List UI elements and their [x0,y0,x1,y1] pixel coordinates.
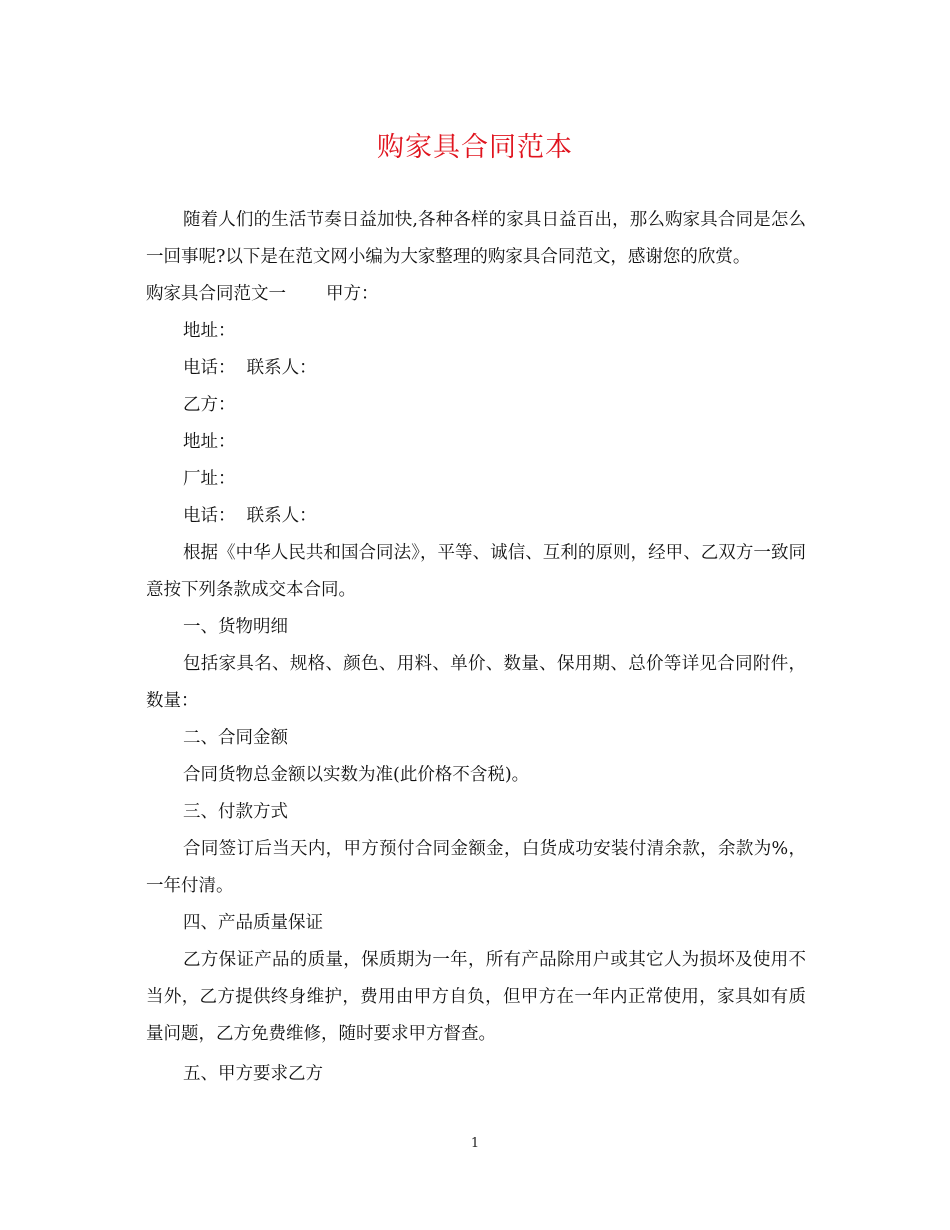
party-b-label: 乙方： [183,395,236,415]
party-b-factory: 厂址： [183,469,236,489]
section-3-heading: 三、付款方式 [183,802,288,822]
party-b-phone: 电话： 联系人： [183,506,317,526]
preamble-paragraph: 根据《中华人民共和国合同法》，平等、诚信、互利的原则，经甲、乙双方一致同意按下列条款成交本合同。 [146,543,806,600]
party-a-label: 甲方： [326,284,379,304]
document-body [146,202,806,1093]
intro-paragraph: 随着人们的生活节奏日益加快,各种各样的家具日益百出，那么购家具合同是怎么一回事呢?以下是在范文网小编为大家整理的购家具合同范文，感谢您的欣赏。 [146,210,806,267]
section-5-heading: 五、甲方要求乙方 [183,1064,323,1084]
section-2-text: 合同货物总金额以实数为准(此价格不含税)。 [183,765,530,785]
party-a-address: 地址： [183,321,236,341]
section-1-text: 包括家具名、规格、颜色、用料、单价、数量、保用期、总价等详见合同附件，数量： [146,654,806,711]
sample-heading: 购家具合同范文一 [146,284,286,304]
section-1-heading: 一、货物明细 [183,617,288,637]
party-b-address: 地址： [183,432,236,452]
party-a-phone: 电话： 联系人： [183,358,317,378]
section-2-heading: 二、合同金额 [183,728,288,748]
document-title: 购家具合同范本 [377,132,573,163]
section-3-text: 合同签订后当天内，甲方预付合同金额金，白货成功安装付清余款，余款为%，一年付清。 [146,839,806,896]
section-4-heading: 四、产品质量保证 [183,913,323,933]
section-4-text: 乙方保证产品的质量，保质期为一年，所有产品除用户或其它人为损坏及使用不当外，乙方提供终身维护，费用由甲方自负，但甲方在一年内正常使用，家具如有质量问题，乙方免费维修，随时要求甲方督查。 [146,950,806,1044]
sample-heading-line [146,276,806,313]
page-number: 1 [470,1136,480,1151]
